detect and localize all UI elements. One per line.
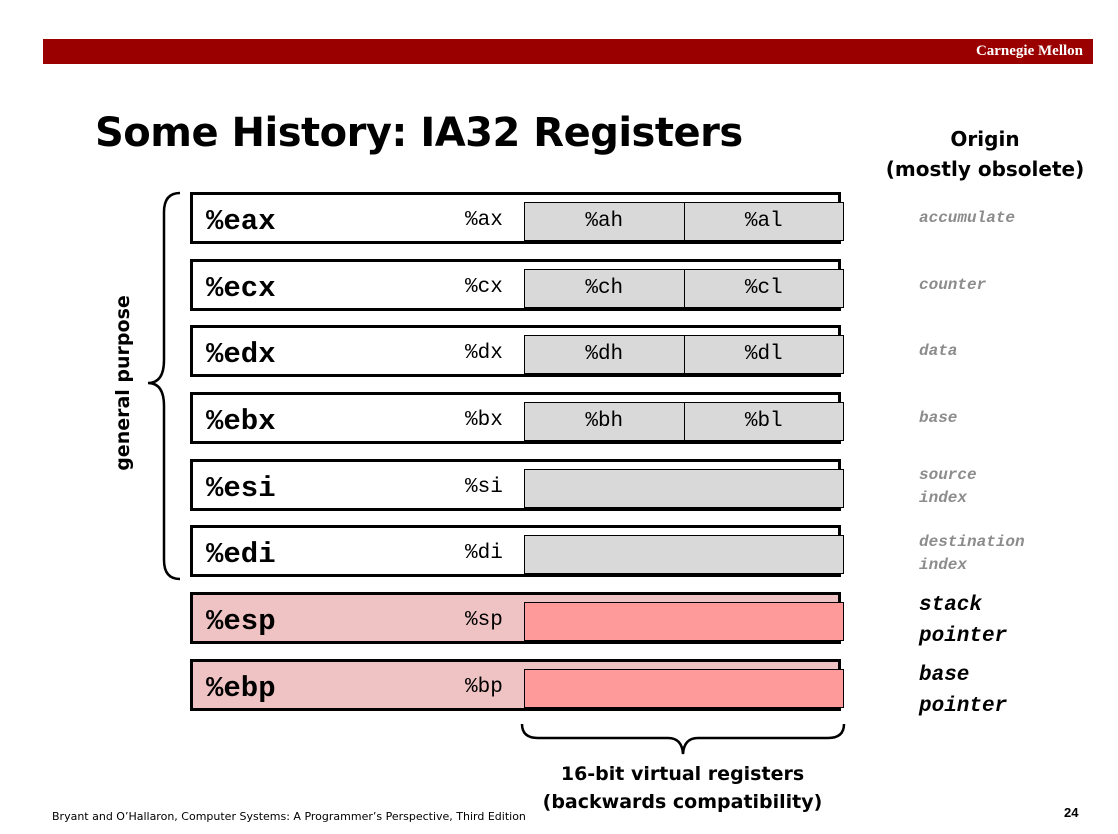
origin-esi: source index <box>919 466 977 507</box>
origin-edx: data <box>919 342 958 360</box>
brand-label: Carnegie Mellon <box>975 43 1083 59</box>
register-name: %ebp <box>206 672 276 705</box>
register-16bit-box <box>524 469 844 508</box>
origin-ebx: base <box>919 409 958 427</box>
register-name: %esi <box>206 472 276 505</box>
origin-header-line1: Origin <box>950 127 1020 151</box>
register-edi <box>190 525 841 577</box>
register-16bit-name: %cx <box>465 276 503 299</box>
virtual-registers-label: 16-bit virtual registers (backwards compatibility) <box>542 763 823 813</box>
origin-eax: accumulate <box>919 209 1016 227</box>
register-esp <box>190 592 841 644</box>
register-high-byte: %ch <box>525 270 685 307</box>
register-eax <box>190 192 841 244</box>
register-name: %ecx <box>206 272 276 305</box>
register-16bit-box <box>524 335 844 374</box>
origin-esp: stack pointer <box>919 594 1008 648</box>
register-name: %edi <box>206 538 276 571</box>
register-16bit-box <box>524 202 844 241</box>
footer-citation: Bryant and O’Hallaron, Computer Systems: A Programmer’s Perspective, Third Edition <box>52 810 526 823</box>
register-16bit-box <box>524 402 844 441</box>
register-16bit-box <box>524 269 844 308</box>
register-16bit-name: %bp <box>465 676 503 699</box>
register-name: %eax <box>206 205 276 238</box>
register-high-byte: %ah <box>525 203 685 240</box>
register-ebx <box>190 392 841 444</box>
register-name: %ebx <box>206 405 276 438</box>
register-ebp <box>190 659 841 711</box>
general-purpose-brace <box>140 190 190 582</box>
register-esi <box>190 459 841 511</box>
register-edx <box>190 325 841 377</box>
page-number: 24 <box>1064 805 1079 820</box>
register-high-byte: %dh <box>525 336 685 373</box>
register-16bit-box <box>524 602 844 641</box>
register-low-byte: %al <box>744 210 783 233</box>
origin-ebp: base pointer <box>919 664 1008 718</box>
register-16bit-name: %ax <box>465 209 503 232</box>
register-low-byte: %bl <box>744 410 783 433</box>
register-16bit-name: %sp <box>465 609 503 632</box>
register-16bit-name: %di <box>465 542 503 565</box>
register-16bit-name: %bx <box>465 409 503 432</box>
origin-edi: destination index <box>919 533 1025 574</box>
register-name: %edx <box>206 338 276 371</box>
register-name: %esp <box>206 605 276 638</box>
slide-title: Some History: IA32 Registers <box>95 110 743 156</box>
header-bar <box>43 39 1093 64</box>
register-high-byte: %bh <box>525 403 685 440</box>
origin-header <box>875 124 1095 184</box>
register-16bit-name: %dx <box>465 342 503 365</box>
virtual-registers-brace <box>518 722 848 762</box>
origin-ecx: counter <box>919 276 987 294</box>
register-16bit-name: %si <box>465 476 503 499</box>
register-low-byte: %cl <box>744 277 783 300</box>
register-16bit-box <box>524 669 844 708</box>
register-low-byte: %dl <box>744 343 783 366</box>
register-16bit-box <box>524 535 844 574</box>
register-ecx <box>190 259 841 311</box>
origin-header-line2: (mostly obsolete) <box>885 157 1085 181</box>
